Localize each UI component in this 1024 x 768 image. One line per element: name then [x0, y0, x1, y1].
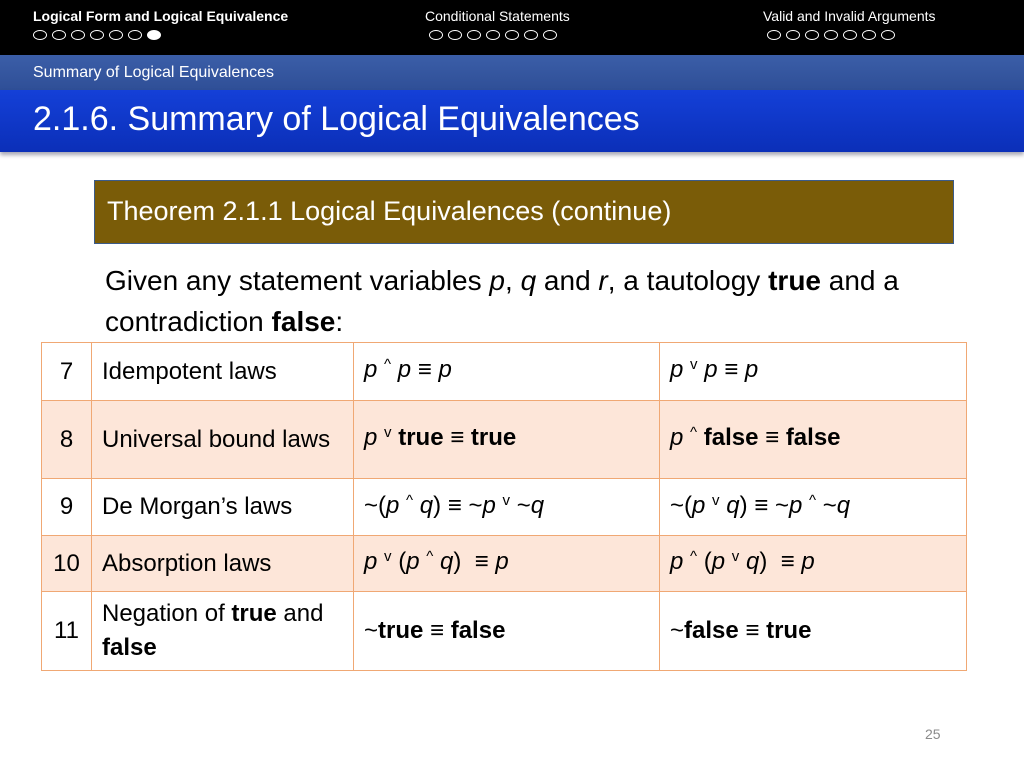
var-p: p — [364, 424, 378, 451]
neg-symbol: ~ — [468, 491, 483, 519]
nav-dot[interactable] — [71, 30, 85, 40]
theorem-box — [94, 180, 954, 244]
paren: ( — [398, 548, 407, 575]
word-false: false — [271, 306, 336, 337]
nav-dot[interactable] — [109, 30, 123, 40]
subsection-title: Summary of Logical Equivalences — [33, 64, 275, 81]
var-p: p — [364, 356, 378, 383]
paren: ( — [684, 491, 693, 519]
neg-symbol: ~ — [364, 491, 379, 519]
nav-section-title[interactable]: Conditional Statements — [425, 8, 570, 24]
nav-dot[interactable] — [90, 30, 104, 40]
nav-dot[interactable] — [505, 30, 519, 40]
word-false: false — [102, 634, 157, 661]
equiv-symbol: ≡ — [765, 424, 780, 451]
paren: ( — [378, 491, 387, 519]
nav-dot[interactable] — [824, 30, 838, 40]
var-p: p — [495, 548, 509, 575]
var-q: q — [726, 491, 740, 519]
law-name: Idempotent laws — [92, 343, 354, 401]
nav-dot[interactable] — [429, 30, 443, 40]
or-symbol: v — [384, 424, 392, 441]
table-row — [42, 479, 967, 536]
law-name: De Morgan’s laws — [92, 479, 354, 536]
word-false: false — [684, 617, 739, 644]
intro-text: , — [505, 265, 521, 296]
word-true: true — [398, 424, 444, 451]
nav-dot[interactable] — [786, 30, 800, 40]
and-symbol: ^ — [690, 548, 698, 565]
var-p: p — [670, 424, 684, 451]
nav-section-title[interactable]: Valid and Invalid Arguments — [763, 8, 936, 24]
var-q: q — [520, 265, 537, 296]
var-p: p — [489, 265, 505, 296]
and-symbol: ^ — [690, 424, 698, 441]
var-q: q — [745, 548, 760, 575]
nav-dots — [767, 30, 936, 42]
var-p: p — [670, 356, 684, 383]
or-symbol: v — [502, 491, 511, 509]
equiv-symbol: ≡ — [754, 491, 769, 519]
var-p: p — [670, 548, 684, 575]
equiv-symbol: ≡ — [430, 617, 445, 644]
nav-dots — [33, 30, 288, 42]
var-p: p — [692, 491, 706, 519]
or-symbol: v — [384, 548, 392, 565]
neg-symbol: ~ — [670, 491, 685, 519]
law-number: 7 — [42, 343, 92, 401]
law-number: 8 — [42, 401, 92, 479]
paren: ) — [739, 491, 748, 519]
law-number: 9 — [42, 479, 92, 536]
nav-dot[interactable] — [33, 30, 47, 40]
equivalence-left — [354, 592, 660, 671]
law-number: 10 — [42, 536, 92, 592]
equivalence-right — [660, 343, 967, 401]
subsection-bar — [0, 55, 1024, 90]
nav-dot[interactable] — [767, 30, 781, 40]
var-p: p — [744, 356, 759, 383]
intro-text: , a tautology — [607, 265, 769, 296]
equivalence-right — [660, 536, 967, 592]
law-name: Absorption laws — [92, 536, 354, 592]
nav-section-valid-arguments[interactable] — [763, 8, 936, 42]
var-p: p — [801, 548, 815, 575]
nav-section-conditional[interactable] — [425, 8, 570, 42]
table-row — [42, 343, 967, 401]
neg-symbol: ~ — [774, 491, 789, 519]
nav-dot[interactable] — [524, 30, 538, 40]
word-true: true — [768, 265, 821, 296]
equiv-symbol: ≡ — [724, 356, 739, 383]
equiv-symbol: ≡ — [447, 491, 462, 519]
intro-text: Given any statement variables — [105, 265, 490, 296]
equivalence-right — [660, 479, 967, 536]
equivalence-left — [354, 479, 660, 536]
intro-colon: : — [335, 306, 344, 337]
var-p: p — [386, 491, 400, 519]
var-p: p — [711, 548, 726, 575]
word-false: false — [450, 617, 506, 644]
nav-section-title[interactable]: Logical Form and Logical Equivalence — [33, 8, 289, 24]
equiv-symbol: ≡ — [474, 548, 489, 575]
var-p: p — [704, 356, 718, 383]
var-p: p — [364, 548, 378, 575]
nav-dots — [429, 30, 570, 42]
var-p: p — [788, 491, 803, 519]
neg-symbol: ~ — [822, 491, 837, 519]
table-row — [42, 401, 967, 479]
var-q: q — [530, 491, 545, 519]
or-symbol: v — [731, 548, 740, 565]
equivalences-table — [41, 342, 967, 671]
nav-dot[interactable] — [881, 30, 895, 40]
equivalence-right — [660, 592, 967, 671]
word-true: true — [231, 600, 277, 627]
word-true: true — [470, 424, 517, 451]
nav-dot[interactable] — [128, 30, 142, 40]
paren: ) — [433, 491, 442, 519]
neg-symbol: ~ — [516, 491, 531, 519]
law-name — [92, 592, 354, 671]
nav-dot[interactable] — [467, 30, 481, 40]
theorem-title: Theorem 2.1.1 Logical Equivalences (continue) — [107, 196, 672, 226]
or-symbol: v — [712, 491, 720, 509]
law-number: 11 — [42, 592, 92, 671]
neg-symbol: ~ — [670, 617, 685, 644]
equivalence-right — [660, 401, 967, 479]
and-symbol: ^ — [808, 491, 817, 509]
var-r: r — [598, 265, 608, 296]
equiv-symbol: ≡ — [745, 617, 760, 644]
intro-paragraph — [105, 260, 965, 342]
nav-dot[interactable] — [52, 30, 66, 40]
var-p: p — [438, 356, 452, 383]
page-number: 25 — [925, 726, 941, 742]
law-name-part: and — [276, 600, 324, 627]
equivalence-left — [354, 343, 660, 401]
equiv-symbol: ≡ — [450, 424, 465, 451]
and-symbol: ^ — [406, 491, 414, 509]
law-name-part: Negation of — [102, 600, 232, 627]
and-symbol: ^ — [426, 548, 434, 565]
table-row — [42, 592, 967, 671]
or-symbol: v — [690, 356, 698, 373]
intro-text: and — [536, 265, 599, 296]
nav-dot[interactable] — [448, 30, 462, 40]
paren: ) — [453, 548, 462, 575]
nav-section-logical-form[interactable] — [33, 8, 288, 42]
word-true: true — [378, 617, 424, 644]
paren: ) — [759, 548, 768, 575]
nav-dot[interactable] — [543, 30, 557, 40]
var-q: q — [439, 548, 454, 575]
table-row — [42, 536, 967, 592]
word-false: false — [785, 424, 841, 451]
var-p: p — [482, 491, 496, 519]
equivalence-left — [354, 536, 660, 592]
var-p: p — [406, 548, 420, 575]
var-q: q — [419, 491, 434, 519]
var-q: q — [836, 491, 851, 519]
and-symbol: ^ — [384, 356, 392, 373]
var-p: p — [397, 356, 412, 383]
top-navigation-bar — [0, 0, 1024, 55]
nav-dot[interactable] — [862, 30, 876, 40]
paren: ( — [703, 548, 712, 575]
nav-dot[interactable] — [805, 30, 819, 40]
intro-text: and a contradiction — [105, 265, 899, 337]
equiv-symbol: ≡ — [780, 548, 795, 575]
slide-title: 2.1.6. Summary of Logical Equivalences — [33, 100, 640, 138]
title-bar — [0, 90, 1024, 152]
nav-dot[interactable] — [486, 30, 500, 40]
nav-dot-current[interactable] — [147, 30, 161, 40]
equivalence-left — [354, 401, 660, 479]
equiv-symbol: ≡ — [417, 356, 432, 383]
neg-symbol: ~ — [364, 617, 379, 644]
nav-dot[interactable] — [843, 30, 857, 40]
word-true: true — [766, 617, 812, 644]
law-name: Universal bound laws — [92, 401, 354, 479]
word-false: false — [703, 424, 759, 451]
